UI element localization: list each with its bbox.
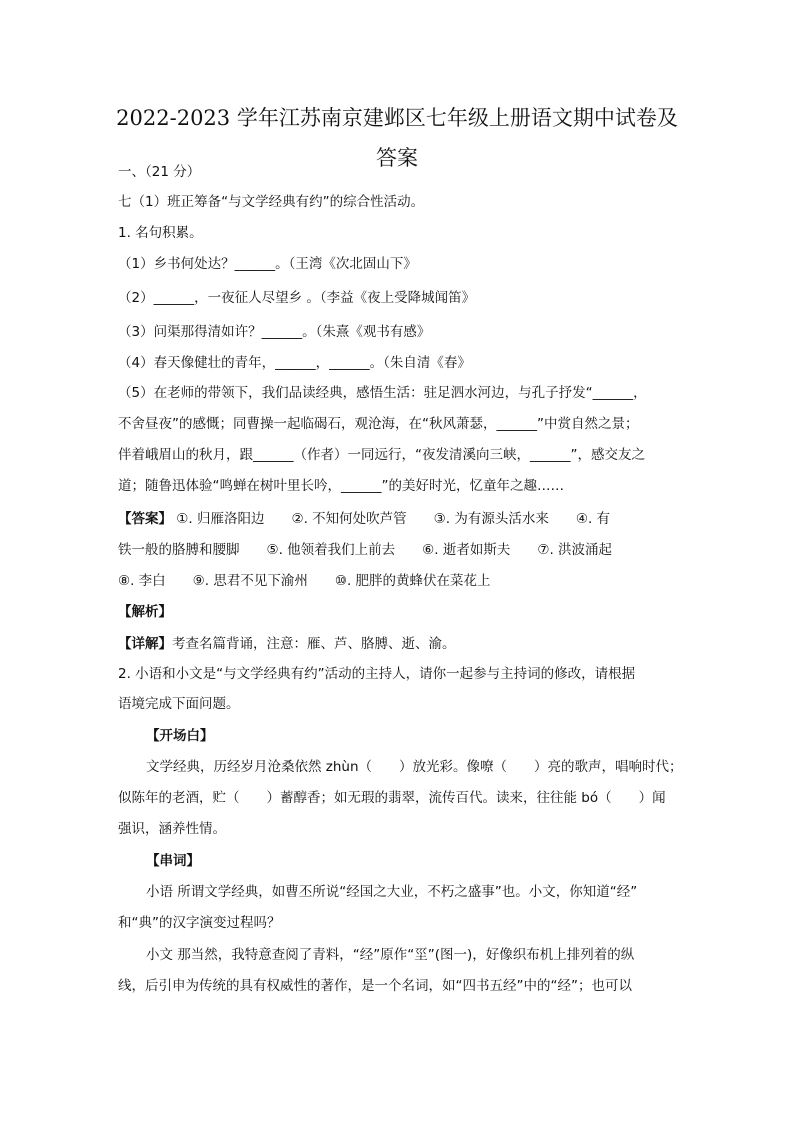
- question-2-line-2: 语境完成下面问题。: [118, 696, 240, 712]
- section-heading: 一、（21 分）: [118, 164, 201, 180]
- transition-line-1: 小语 所谓文学经典，如曹丕所说“经国之大业，不朽之盛事”也。小文，你知道“经”: [146, 884, 638, 900]
- question-1-item-5-line-4: 道；随鲁迅体验“鸣蝉在树叶里长吟，______”的美好时光，忆童年之趣……: [118, 478, 564, 494]
- question-1-item-4: （4）春天像健壮的青年，______，______。（朱自清《春》: [118, 355, 471, 371]
- transition-line-3: 小文 那当然，我特意查阅了青料，“经”原作“坙”(图一)，好像织布机上排列着的纵: [146, 947, 635, 963]
- question-1-item-5-line-1: （5）在老师的带领下，我们品读经典，感悟生活：驻足泗水河边，与孔子抒发“______，: [118, 385, 647, 401]
- detail-label: 【详解】: [118, 636, 172, 652]
- question-1-item-1: （1）乡书何处达？______。（王湾《次北固山下》: [118, 256, 417, 272]
- question-1-item-5-line-2: 不舍昼夜”的感慨；同曹操一起临碣石，观沧海，在“秋风萧瑟，______”中赏自然之景；: [118, 416, 639, 432]
- answer-line-2: 铁一般的胳膊和腰脚 ⑤. 他领着我们上前去 ⑥. 逝者如斯夫 ⑦. 洪波涌起: [118, 542, 613, 558]
- detail-line: [118, 632, 456, 652]
- answer-line-3: ⑧. 李白 ⑨. 思君不见下渝州 ⑩. 肥胖的黄蜂伏在菜花上: [118, 573, 491, 589]
- transition-line-2: 和“典”的汉字演变过程吗？: [118, 915, 281, 931]
- answer-text-1: ①. 归雁洛阳边 ②. 不知何处吹芦管 ③. 为有源头活水来 ④. 有: [176, 511, 611, 527]
- answer-label: 【答案】: [118, 511, 172, 527]
- question-2-line-1: 2. 小语和小文是“与文学经典有约”活动的主持人，请你一起参与主持词的修改，请根据: [118, 666, 636, 682]
- question-1-heading: 1. 名句积累。: [118, 225, 203, 241]
- transition-line-4: 线，后引申为传统的具有权威性的著作，是一个名词，如“四书五经”中的“经”；也可以: [118, 978, 632, 994]
- opening-remarks-line-2: 似陈年的老酒，贮（ ）蓄醇香；如无瑕的翡翠，流传百代。读来，往往能 bó（ ）闻: [118, 790, 666, 806]
- question-1-item-5-line-3: 伴着峨眉山的秋月，跟______（作者）一同远行，“夜发清溪向三峡，______”，感交友之: [118, 447, 645, 463]
- opening-remarks-label: 【开场白】: [146, 728, 214, 744]
- transition-label: 【串词】: [146, 853, 200, 869]
- document-title-line-1: 2022-2023 学年江苏南京建邺区七年级上册语文期中试卷及: [116, 106, 678, 130]
- detail-text: 考查名篇背诵，注意：雁、芦、胳膊、逝、渝。: [172, 636, 456, 652]
- answer-line-1: [118, 507, 610, 527]
- opening-remarks-line-3: 强识，涵养性情。: [118, 821, 226, 837]
- analysis-label: 【解析】: [118, 604, 172, 620]
- document-title-line-2: 答案: [376, 146, 418, 170]
- question-1-item-3: （3）问渠那得清如许？______。（朱熹《观书有感》: [118, 324, 431, 340]
- question-1-item-2: （2）______，一夜征人尽望乡 。（李益《夜上受降城闻笛》: [118, 290, 476, 306]
- opening-remarks-line-1: 文学经典，历经岁月沧桑依然 zhùn（ ）放光彩。像嘹（ ）亮的歌声，唱响时代；: [146, 759, 683, 775]
- activity-intro: 七（1）班正筹备“与文学经典有约”的综合性活动。: [118, 194, 425, 210]
